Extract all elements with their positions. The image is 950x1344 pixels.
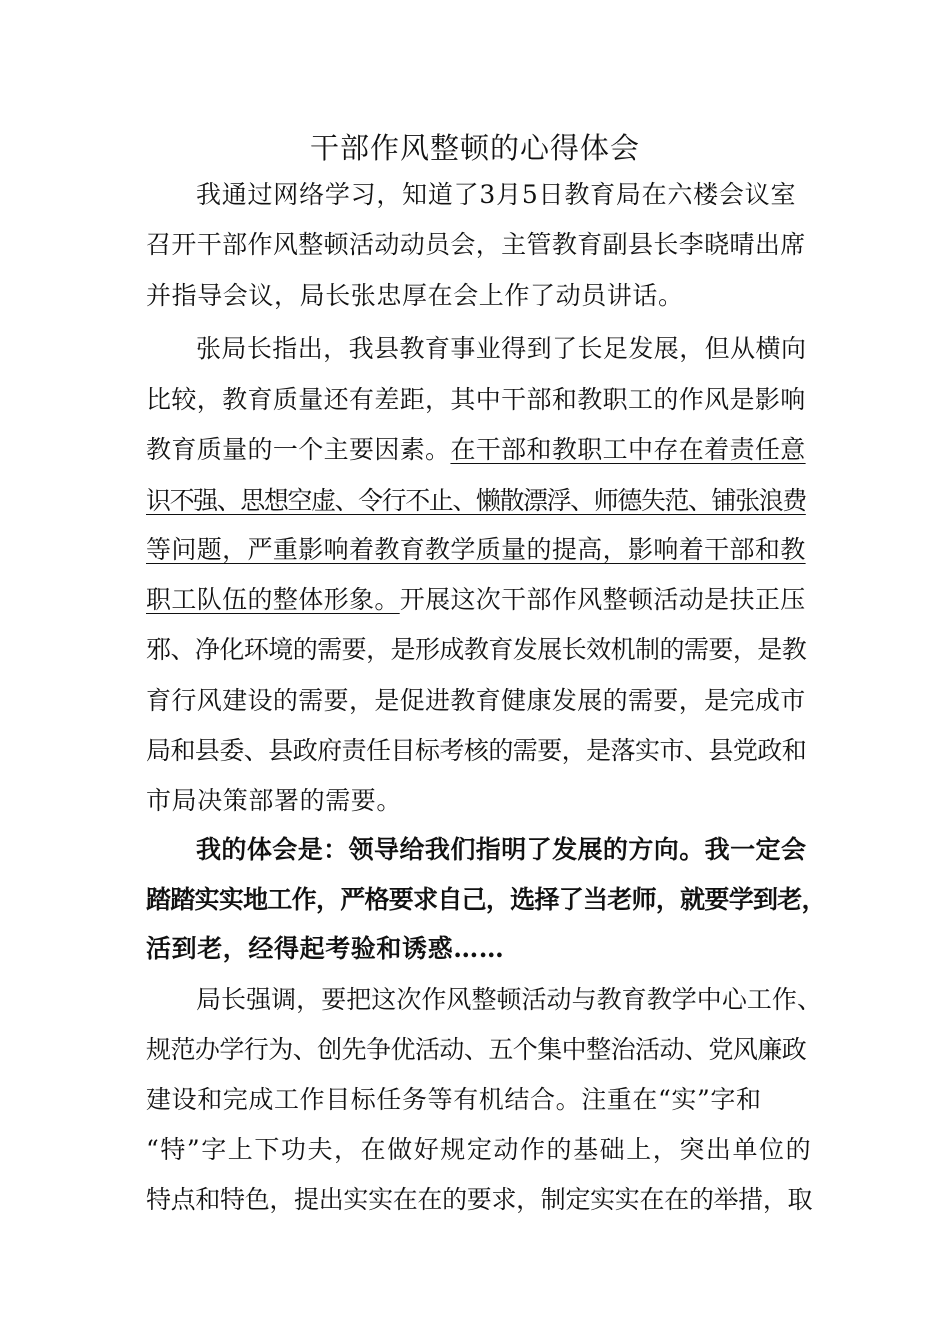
line-text: 市局决策部署的需要。 [146, 786, 403, 815]
body-line [146, 783, 402, 819]
line-text: 邪、净化环境的需要，是形成教育发展长效机制的需要，是教 [146, 635, 807, 664]
body-line [146, 1032, 806, 1068]
line-text: 育行风建设的需要，是促进教育健康发展的需要，是完成市 [146, 686, 806, 715]
body-line [146, 432, 806, 468]
underlined-text: 等问题，严重影响着教育教学质量的提高，影响着干部和教 [146, 535, 806, 564]
line-text: 踏踏实实地工作，严格要求自己，选择了当老师，就要学到老， [146, 885, 826, 914]
body-line [146, 278, 684, 314]
body-line [146, 1082, 762, 1118]
line-text: 活到老，经得起考验和诱惑…… [146, 934, 505, 963]
underlined-text: 识不强、思想空虚、令行不止、懒散漂浮、师德失范、铺张浪费 [146, 486, 806, 515]
body-line [146, 1182, 812, 1218]
body-line [146, 483, 806, 519]
underlined-text: 职工队伍的整体形象。 [146, 585, 400, 614]
underlined-text: 在干部和教职工中存在着责任意 [450, 435, 806, 464]
line-text: 召开干部作风整顿活动动员会，主管教育副县长李晓晴出席 [146, 230, 806, 259]
line-text: 教育质量的一个主要因素。 [146, 435, 451, 464]
body-line [146, 632, 806, 668]
body-line [196, 832, 806, 868]
line-text: 开展这次干部作风整顿活动是扶正压 [399, 585, 806, 614]
body-line [146, 1132, 812, 1168]
line-text: 局和县委、县政府责任目标考核的需要，是落实市、县党政和 [146, 736, 807, 765]
line-text: 比较，教育质量还有差距，其中干部和教职工的作风是影响 [146, 385, 806, 414]
line-text: 规范办学行为、创先争优活动、五个集中整治活动、党风廉政 [146, 1035, 807, 1064]
body-line [146, 227, 806, 263]
line-text: 张局长指出，我县教育事业得到了长足发展，但从横向 [196, 334, 807, 363]
body-line [146, 733, 806, 769]
line-text: 并指导会议，局长张忠厚在会上作了动员讲话。 [146, 281, 684, 310]
body-line [146, 532, 806, 568]
body-line [146, 382, 806, 418]
body-line [196, 331, 806, 367]
body-line [146, 882, 826, 918]
body-line [146, 683, 806, 719]
line-text: 我的体会是：领导给我们指明了发展的方向。我一定会 [196, 835, 807, 864]
line-text: 建设和完成工作目标任务等有机结合。注重在“实”字和 [146, 1085, 762, 1114]
line-text: “特”字上下功夫，在做好规定动作的基础上，突出单位的 [146, 1135, 813, 1164]
document-title: 干部作风整顿的心得体会 [309, 131, 640, 165]
line-text: 我通过网络学习，知道了3月5日教育局在六楼会议室 [196, 180, 797, 209]
body-line [146, 582, 806, 618]
line-text: 局长强调，要把这次作风整顿活动与教育教学中心工作、 [196, 985, 823, 1014]
body-line [196, 177, 796, 213]
body-line [146, 931, 504, 967]
body-line [196, 982, 822, 1018]
line-text: 特点和特色，提出实实在在的要求，制定实实在在的举措，取 [146, 1185, 813, 1214]
